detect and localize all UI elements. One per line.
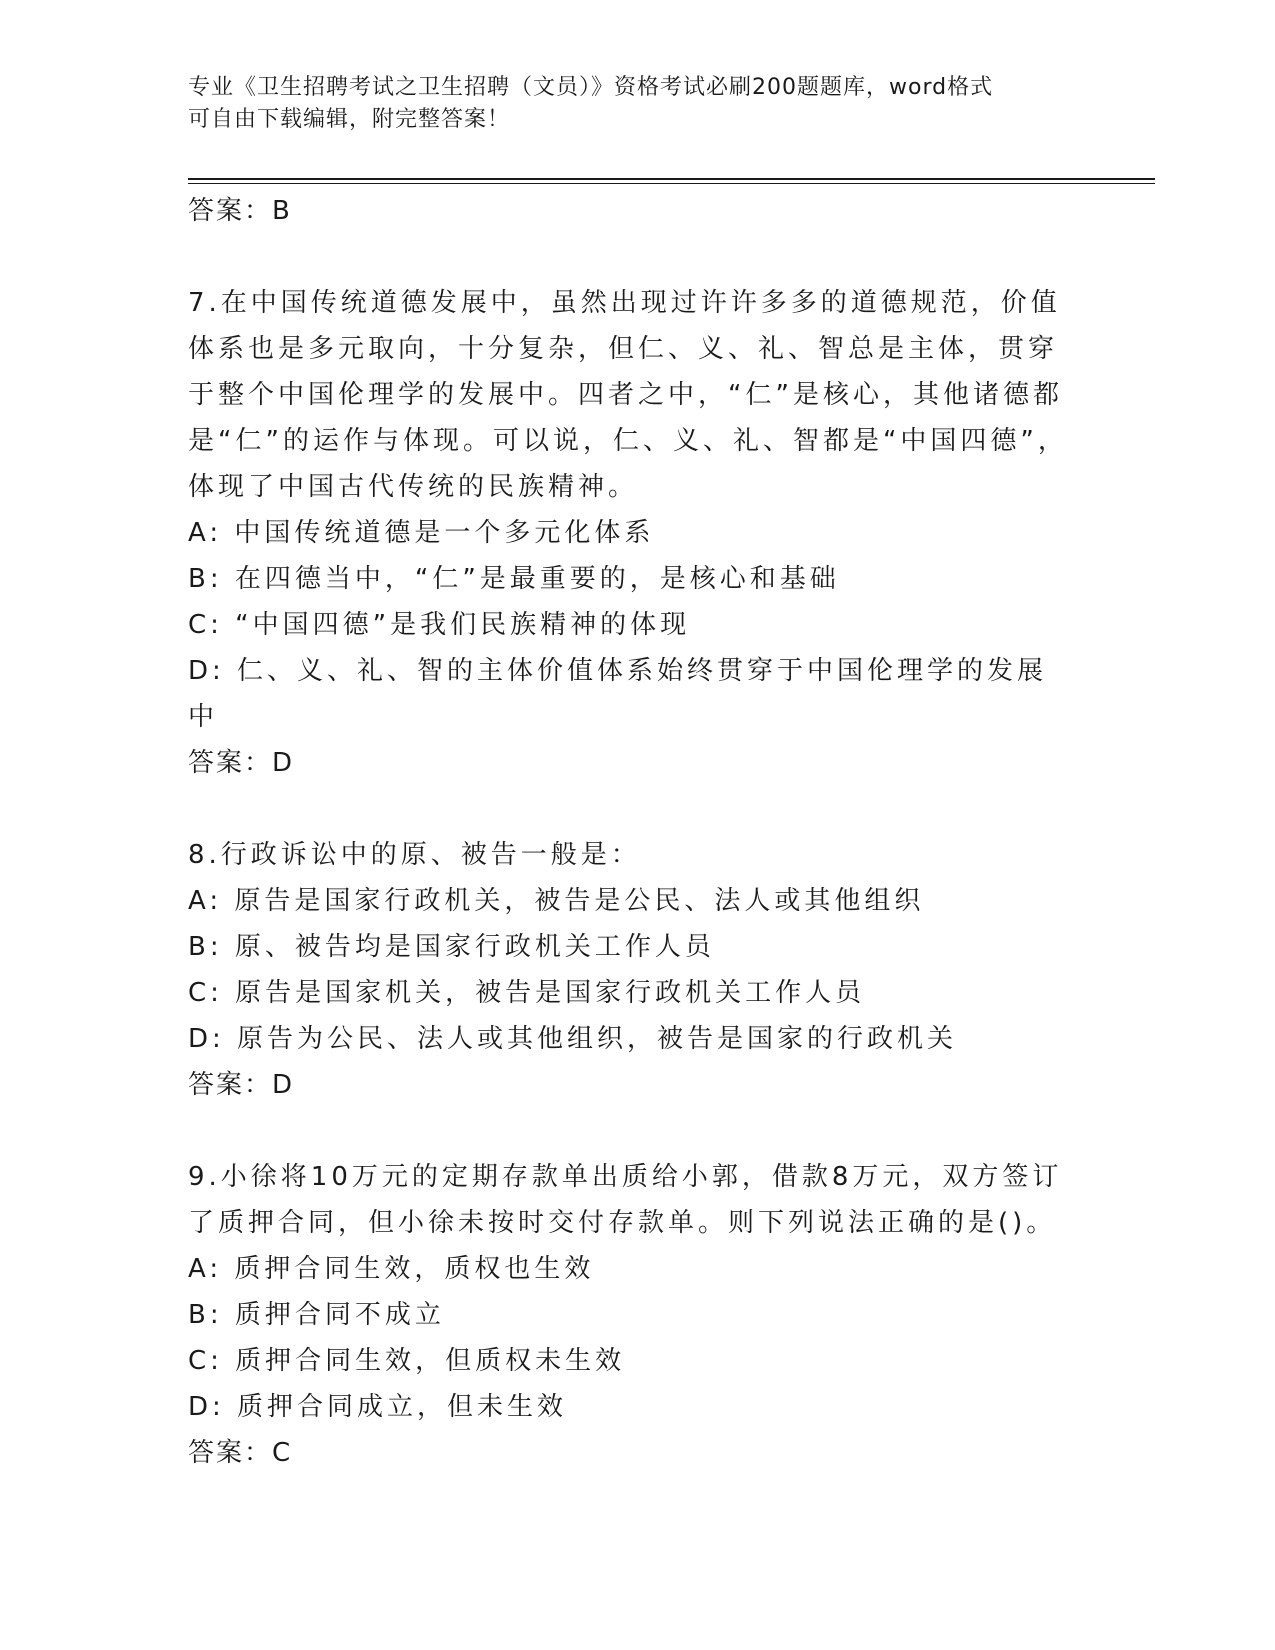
option-c: C: “中国四德”是我们民族精神的体现 — [188, 610, 691, 640]
option-b: B: 质押合同不成立 — [188, 1300, 445, 1330]
answer: 答案：D — [188, 1070, 295, 1100]
answer: 答案：D — [188, 748, 295, 778]
header-title-line-1: 专业《卫生招聘考试之卫生招聘（文员）》资格考试必刷200题题库，word格式 — [188, 75, 994, 100]
question-block-8 — [188, 832, 1068, 1108]
option-c: C: 质押合同生效，但质权未生效 — [188, 1346, 626, 1376]
header-rule-thick — [188, 178, 1155, 180]
header-rule-thin — [188, 183, 1155, 184]
option-a: A: 质押合同生效，质权也生效 — [188, 1254, 595, 1284]
question-stem: 8.行政诉讼中的原、被告一般是： — [188, 840, 641, 870]
option-d: D: 原告为公民、法人或其他组织，被告是国家的行政机关 — [188, 1024, 958, 1054]
option-b: B: 在四德当中，“仁”是最重要的，是核心和基础 — [188, 564, 840, 594]
question-stem: 9.小徐将10万元的定期存款单出质给小郭，借款8万元，双方签订了质押合同，但小徐未按时交付存款单。则下列说法正确的是()。 — [188, 1162, 1063, 1238]
option-a: A: 中国传统道德是一个多元化体系 — [188, 518, 655, 548]
option-d: D: 仁、义、礼、智的主体价值体系始终贯穿于中国伦理学的发展中 — [188, 656, 1048, 732]
document-body — [188, 188, 1068, 1476]
option-b: B: 原、被告均是国家行政机关工作人员 — [188, 932, 715, 962]
option-a: A: 原告是国家行政机关，被告是公民、法人或其他组织 — [188, 886, 925, 916]
answer: 答案：C — [188, 1438, 293, 1468]
spacer — [188, 1108, 1068, 1154]
question-block-7 — [188, 280, 1068, 786]
answer-prev: 答案：B — [188, 196, 292, 226]
question-block-9 — [188, 1154, 1068, 1476]
option-c: C: 原告是国家机关，被告是国家行政机关工作人员 — [188, 978, 866, 1008]
spacer — [188, 234, 1068, 280]
question-stem: 7.在中国传统道德发展中，虽然出现过许许多多的道德规范，价值体系也是多元取向，十分复杂，但仁、义、礼、智总是主体，贯穿于整个中国伦理学的发展中。四者之中，“仁”是核心，其他诸德都是“仁”的运作与体现。可以说，仁、义、礼、智都是“中国四德”，体现了中国古代传统的民族精神。 — [188, 288, 1068, 502]
option-d: D: 质押合同成立，但未生效 — [188, 1392, 568, 1422]
document-header — [188, 72, 1088, 136]
header-title-line-2: 可自由下载编辑，附完整答案！ — [188, 107, 511, 132]
spacer — [188, 786, 1068, 832]
